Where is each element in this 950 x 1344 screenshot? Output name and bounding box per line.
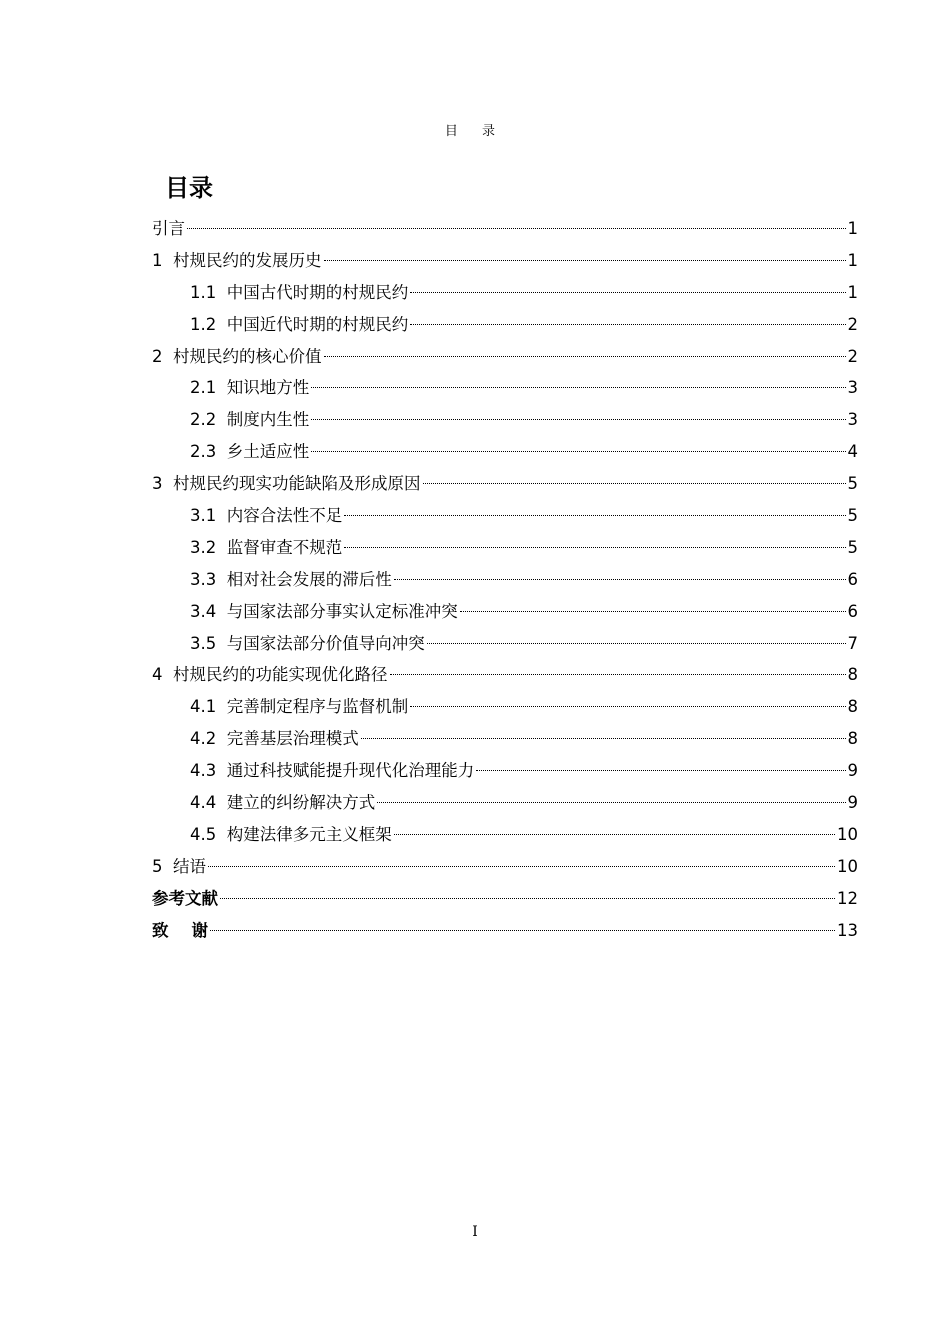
toc-entry[interactable] (152, 404, 858, 436)
toc-entry-label: 4.5 构建法律多元主义框架 (190, 824, 392, 844)
toc-entry-label: 引言 (152, 219, 185, 238)
toc-entry[interactable] (152, 915, 858, 947)
toc-entry-label: 2.1 知识地方性 (190, 378, 310, 398)
toc-entry[interactable] (152, 245, 858, 277)
dot-leader (220, 898, 835, 899)
toc-entry[interactable] (152, 787, 858, 819)
toc-entry[interactable] (152, 532, 858, 564)
toc-entry-label: 2.2 制度内生性 (190, 410, 310, 430)
toc-entry[interactable] (152, 436, 858, 468)
running-header: 目 录 (444, 124, 506, 139)
toc-entry-page: 8 (847, 697, 858, 717)
toc-entry[interactable] (152, 341, 858, 373)
toc-entry-label: 3.5 与国家法部分价值导向冲突 (190, 633, 425, 653)
toc-entry[interactable] (152, 500, 858, 532)
toc-entry-page: 4 (847, 442, 858, 462)
toc-entry-page: 12 (837, 888, 858, 908)
toc-entry[interactable] (152, 819, 858, 851)
dot-leader (427, 643, 846, 644)
toc-entry-page: 13 (837, 920, 858, 940)
dot-leader (410, 324, 845, 325)
toc-entry-label: 2 村规民约的核心价值 (152, 346, 322, 366)
toc-entry-page: 2 (847, 314, 858, 334)
dot-leader (390, 674, 846, 675)
dot-leader (377, 802, 845, 803)
dot-leader (187, 228, 846, 229)
dot-leader (208, 866, 835, 867)
dot-leader (311, 451, 845, 452)
toc-entry-page: 10 (837, 856, 858, 876)
toc-entry[interactable] (152, 723, 858, 755)
dot-leader (460, 611, 846, 612)
toc-entry-label: 1.2 中国近代时期的村规民约 (190, 314, 409, 334)
dot-leader (394, 834, 835, 835)
toc-entry-label: 2.3 乡土适应性 (190, 442, 310, 462)
toc-entry-page: 8 (847, 665, 858, 685)
toc-entry[interactable] (152, 883, 858, 915)
toc-entry-label: 4.3 通过科技赋能提升现代化治理能力 (190, 761, 475, 781)
toc-entry-page: 5 (847, 506, 858, 526)
toc-entry-page: 10 (837, 824, 858, 844)
toc-entry-label: 1.1 中国古代时期的村规民约 (190, 282, 409, 302)
toc-entry[interactable] (152, 213, 858, 245)
toc-entry-page: 3 (847, 410, 858, 430)
dot-leader (324, 260, 846, 261)
toc-entry-label: 3.1 内容合法性不足 (190, 506, 343, 526)
toc-entry-label: 4.1 完善制定程序与监督机制 (190, 697, 409, 717)
toc-entry-page: 7 (847, 633, 858, 653)
toc-entry[interactable] (152, 564, 858, 596)
toc-entry-page: 1 (847, 282, 858, 302)
toc-entry-label: 1 村规民约的发展历史 (152, 250, 322, 270)
toc-entry-page: 5 (847, 474, 858, 494)
toc-entry-page: 9 (847, 761, 858, 781)
dot-leader (410, 706, 845, 707)
toc-entry-label: 致 谢 (152, 920, 208, 940)
toc-entry-page: 5 (847, 537, 858, 557)
toc-entry-label: 参考文献 (152, 888, 218, 908)
toc-entry-page: 9 (847, 793, 858, 813)
page-number: I (472, 1224, 478, 1240)
dot-leader (344, 515, 845, 516)
toc-entry-page: 3 (847, 378, 858, 398)
toc-entry-label: 3.2 监督审查不规范 (190, 537, 343, 557)
dot-leader (476, 770, 845, 771)
dot-leader (344, 547, 845, 548)
toc-entry-page: 6 (847, 569, 858, 589)
toc-entry[interactable] (152, 309, 858, 341)
toc-title: 目录 (165, 174, 213, 202)
dot-leader (423, 483, 846, 484)
toc-entry[interactable] (152, 659, 858, 691)
toc-entry-label: 4 村规民约的功能实现优化路径 (152, 665, 388, 685)
dot-leader (324, 356, 846, 357)
toc-entry-label: 4.4 建立的纠纷解决方式 (190, 793, 376, 813)
toc-entry-label: 5 结语 (152, 856, 206, 876)
toc-entry[interactable] (152, 468, 858, 500)
toc-entry[interactable] (152, 372, 858, 404)
toc-entry[interactable] (152, 851, 858, 883)
toc-entry-label: 4.2 完善基层治理模式 (190, 729, 359, 749)
toc-entry-page: 2 (847, 346, 858, 366)
toc-entry-page: 1 (847, 219, 858, 238)
toc-entry-label: 3.4 与国家法部分事实认定标准冲突 (190, 601, 458, 621)
toc-entry-label: 3.3 相对社会发展的滞后性 (190, 569, 392, 589)
toc-entry-page: 6 (847, 601, 858, 621)
dot-leader (361, 738, 846, 739)
toc-entry-page: 8 (847, 729, 858, 749)
dot-leader (394, 579, 846, 580)
dot-leader (210, 930, 835, 931)
toc-entry[interactable] (152, 596, 858, 628)
toc-entry[interactable] (152, 691, 858, 723)
table-of-contents (152, 213, 858, 946)
toc-entry[interactable] (152, 277, 858, 309)
toc-entry-label: 3 村规民约现实功能缺陷及形成原因 (152, 474, 421, 494)
toc-entry-page: 1 (847, 250, 858, 270)
toc-entry[interactable] (152, 755, 858, 787)
dot-leader (311, 419, 845, 420)
dot-leader (410, 292, 845, 293)
dot-leader (311, 387, 845, 388)
toc-entry[interactable] (152, 628, 858, 660)
